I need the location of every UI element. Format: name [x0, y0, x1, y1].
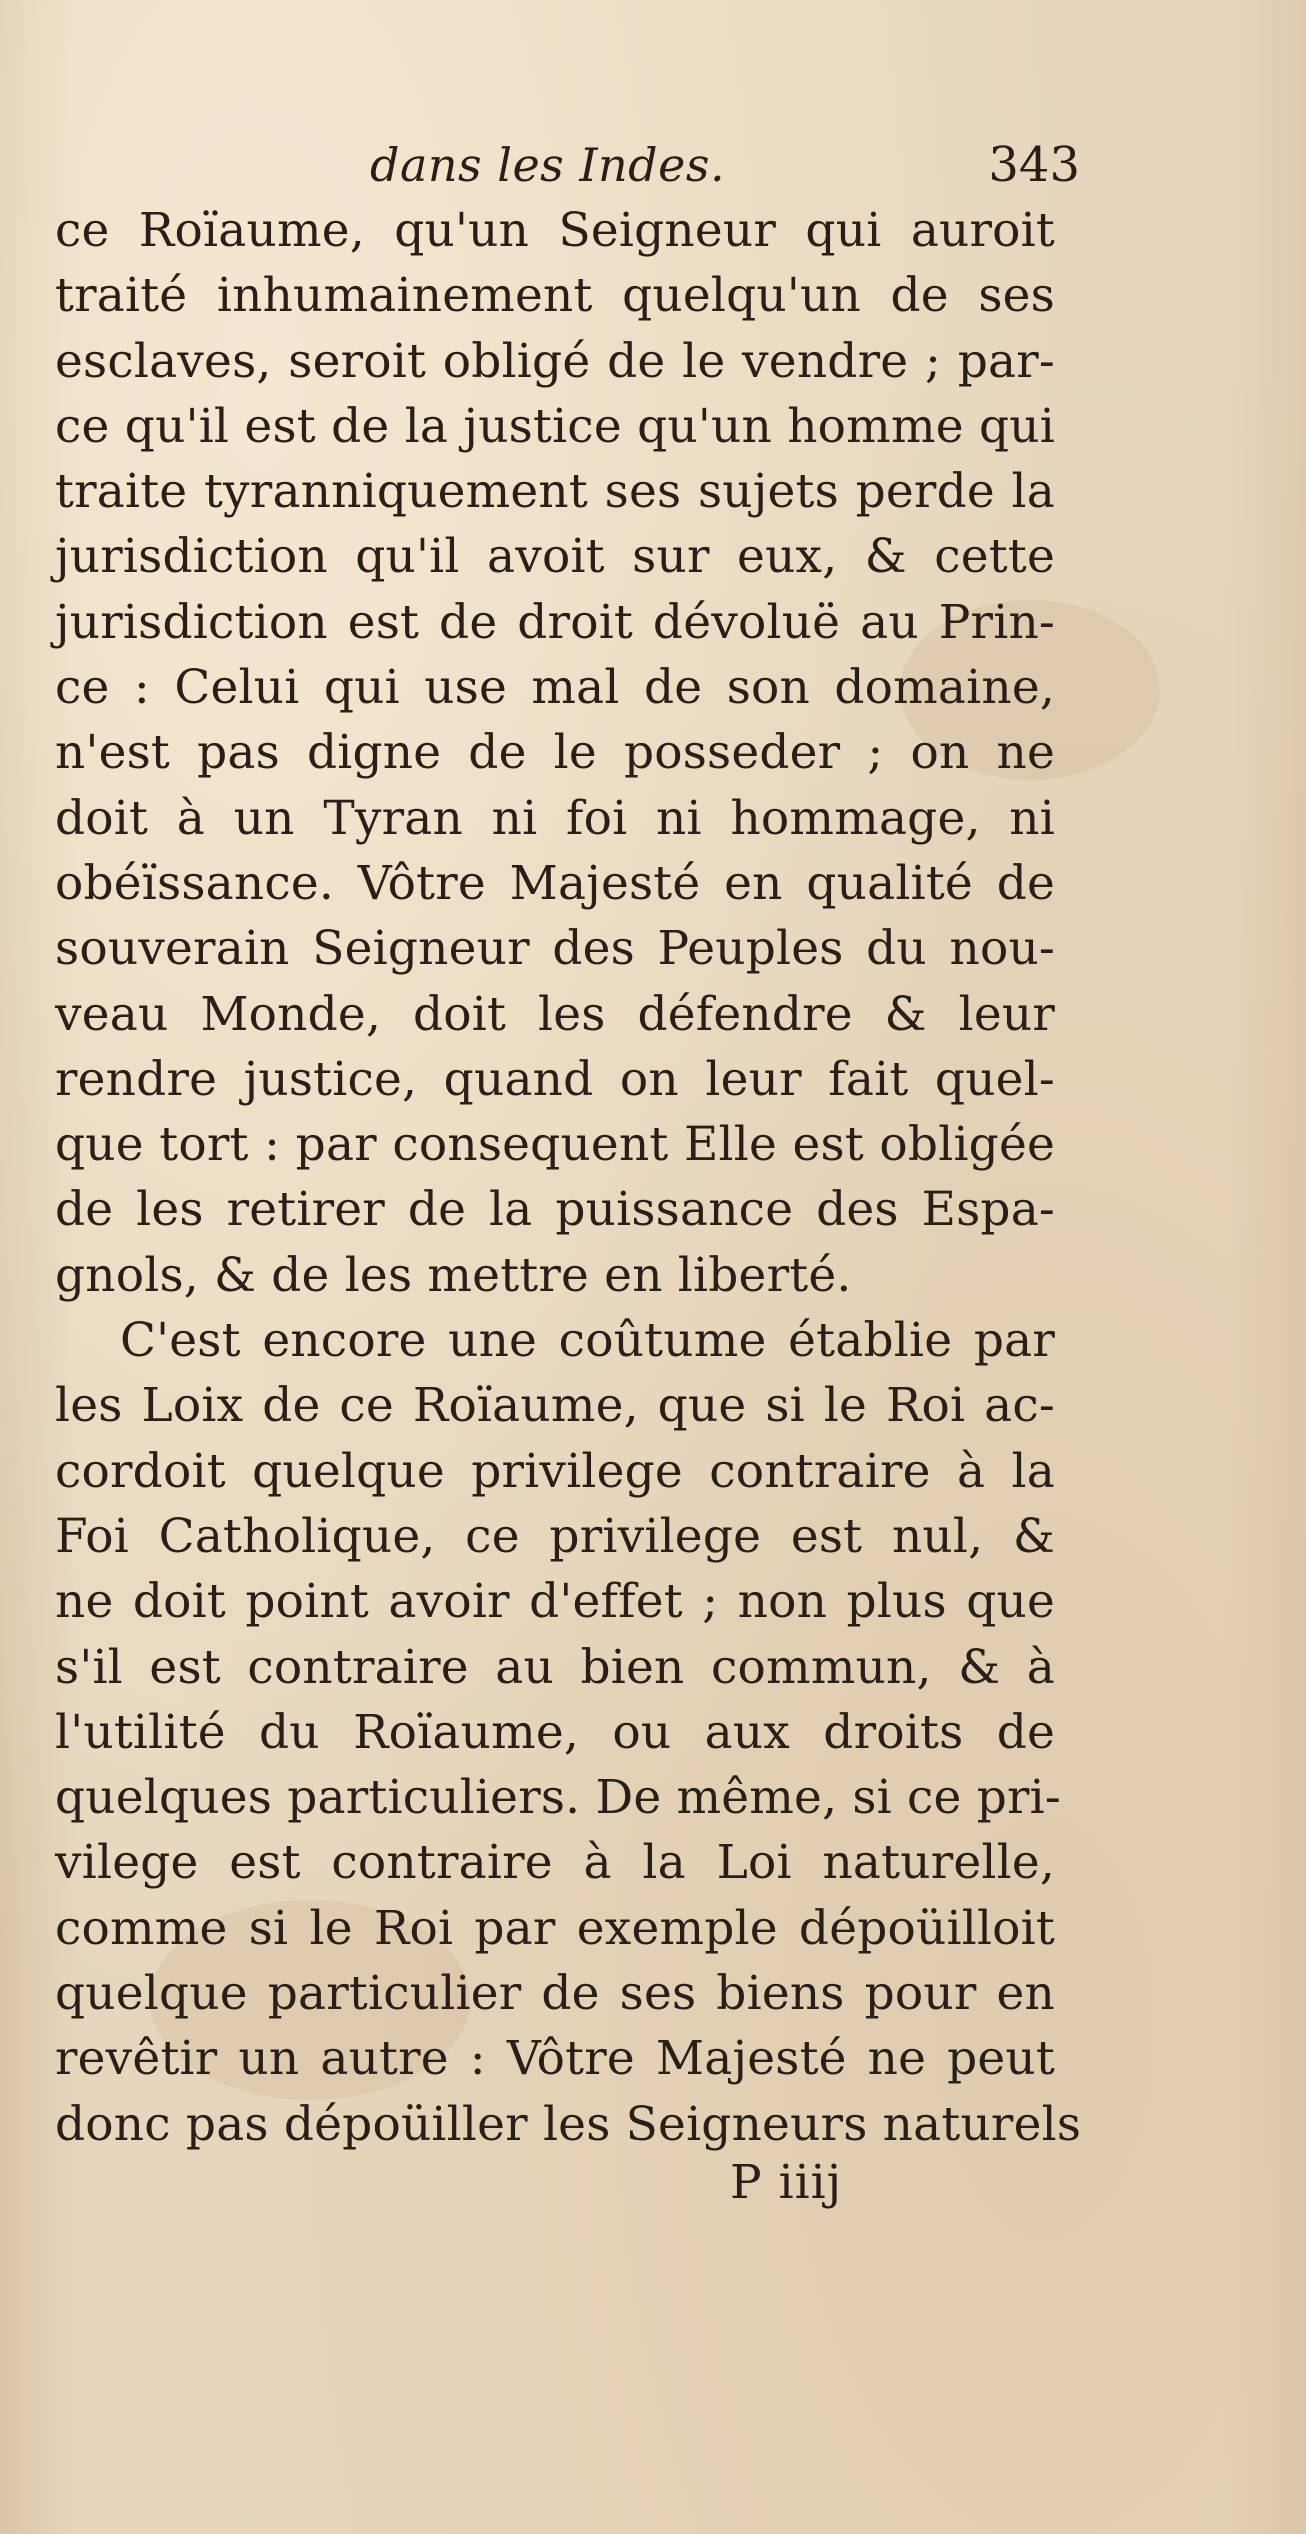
running-header: [370, 130, 1080, 200]
text-line: esclaves, seroit obligé de le vendre ; par-: [55, 333, 1055, 389]
page-number: 343: [988, 137, 1080, 193]
text-line: gnols, & de les mettre en liberté.: [55, 1247, 852, 1303]
text-line: l'utilité du Roïaume, ou aux droits de: [55, 1704, 1055, 1760]
paragraph-1: [55, 198, 1055, 1308]
text-line: quelques particuliers. De même, si ce pri-: [55, 1770, 1061, 1826]
text-line: ce qu'il est de la justice qu'un homme qui: [55, 398, 1055, 454]
running-title: dans les Indes.: [370, 138, 726, 192]
text-line: jurisdiction est de droit dévoluë au Prin-: [55, 594, 1055, 650]
text-line: ce : Celui qui use mal de son domaine,: [55, 660, 1055, 716]
text-line: veau Monde, doit les défendre & leur: [55, 986, 1055, 1042]
text-line: de les retirer de la puissance des Espa-: [55, 1182, 1055, 1238]
text-line: s'il est contraire au bien commun, & à: [55, 1639, 1055, 1695]
body-text: [55, 198, 1082, 2157]
text-line: souverain Seigneur des Peuples du nou-: [55, 921, 1055, 977]
signature-mark: P iiij: [730, 2155, 843, 2210]
text-line: obéïssance. Vôtre Majesté en qualité de: [55, 855, 1055, 911]
text-line: donc pas dépoüiller les Seigneurs naturels: [55, 2096, 1082, 2152]
text-line: doit à un Tyran ni foi ni hommage, ni: [55, 790, 1055, 846]
text-line: comme si le Roi par exemple dépoüilloit: [55, 1900, 1055, 1956]
text-line: n'est pas digne de le posseder ; on ne: [55, 725, 1055, 781]
text-line: jurisdiction qu'il avoit sur eux, & cette: [55, 529, 1055, 585]
text-line: traite tyranniquement ses sujets perde la: [55, 464, 1055, 520]
text-line: vilege est contraire à la Loi naturelle,: [55, 1835, 1055, 1891]
text-line: C'est encore une coûtume établie par: [120, 1313, 1055, 1369]
text-line: rendre justice, quand on leur fait quel-: [55, 1051, 1055, 1107]
text-line: ce Roïaume, qu'un Seigneur qui auroit: [55, 203, 1055, 258]
text-line: traité inhumainement quelqu'un de ses: [55, 268, 1055, 324]
text-line: cordoit quelque privilege contraire à la: [55, 1443, 1055, 1499]
text-line: que tort : par consequent Elle est obligée: [55, 1117, 1055, 1173]
paragraph-2: [55, 1308, 1082, 2157]
text-line: revêtir un autre : Vôtre Majesté ne peut: [55, 2031, 1055, 2087]
text-line: Foi Catholique, ce privilege est nul, &: [55, 1508, 1055, 1564]
text-line: ne doit point avoir d'effet ; non plus que: [55, 1574, 1055, 1630]
text-line: les Loix de ce Roïaume, que si le Roi ac-: [55, 1378, 1055, 1434]
text-line: quelque particulier de ses biens pour en: [55, 1966, 1055, 2022]
